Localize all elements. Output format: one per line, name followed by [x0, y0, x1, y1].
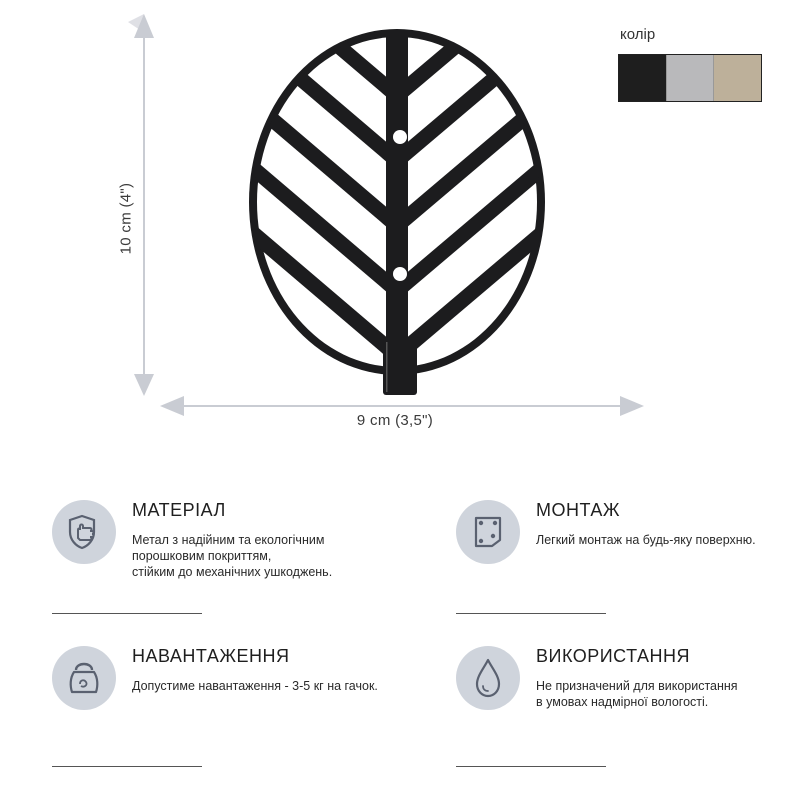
feature-material: [52, 500, 412, 580]
kettlebell-icon: [52, 646, 116, 710]
material-title: МАТЕРІАЛ: [132, 500, 226, 520]
mounting-description: [536, 532, 756, 548]
divider: [456, 766, 606, 767]
load-title: НАВАНТАЖЕННЯ: [132, 646, 290, 666]
material-line-1: Метал з надійним та екологічним: [132, 533, 325, 547]
divider: [52, 613, 202, 614]
usage-title: ВИКОРИСТАННЯ: [536, 646, 690, 666]
water-drop-icon: [456, 646, 520, 710]
mounting-title: МОНТАЖ: [536, 500, 621, 520]
swatch-grey[interactable]: [667, 55, 715, 101]
mounting-line-1: Легкий монтаж на будь-яку поверхню.: [536, 533, 756, 547]
height-label: 10 cm (4"): [117, 182, 135, 255]
material-line-2: порошковим покриттям,: [132, 549, 272, 563]
divider: [456, 613, 606, 614]
usage-line-2: в умовах надмірної вологості.: [536, 695, 709, 709]
usage-description: [536, 678, 738, 710]
swatch-beige[interactable]: [714, 55, 761, 101]
leaf-hook: [220, 0, 575, 420]
divider: [52, 766, 202, 767]
material-description: [132, 532, 332, 580]
material-line-3: стійким до механічних ушкоджень.: [132, 565, 333, 579]
hand-shield-icon: [52, 500, 116, 564]
feature-usage: [456, 646, 796, 726]
usage-line-1: Не призначений для використання: [536, 679, 738, 693]
color-swatches: [618, 54, 762, 102]
feature-mounting: [456, 500, 796, 580]
feature-load: [52, 646, 412, 726]
mounting-plate-icon: [456, 500, 520, 564]
color-title: колір: [620, 26, 656, 43]
load-description: [132, 678, 378, 694]
load-line-1: Допустиме навантаження - 3-5 кг на гачок.: [132, 679, 378, 693]
width-label: 9 cm (3,5"): [356, 412, 434, 429]
swatch-black[interactable]: [619, 55, 667, 101]
